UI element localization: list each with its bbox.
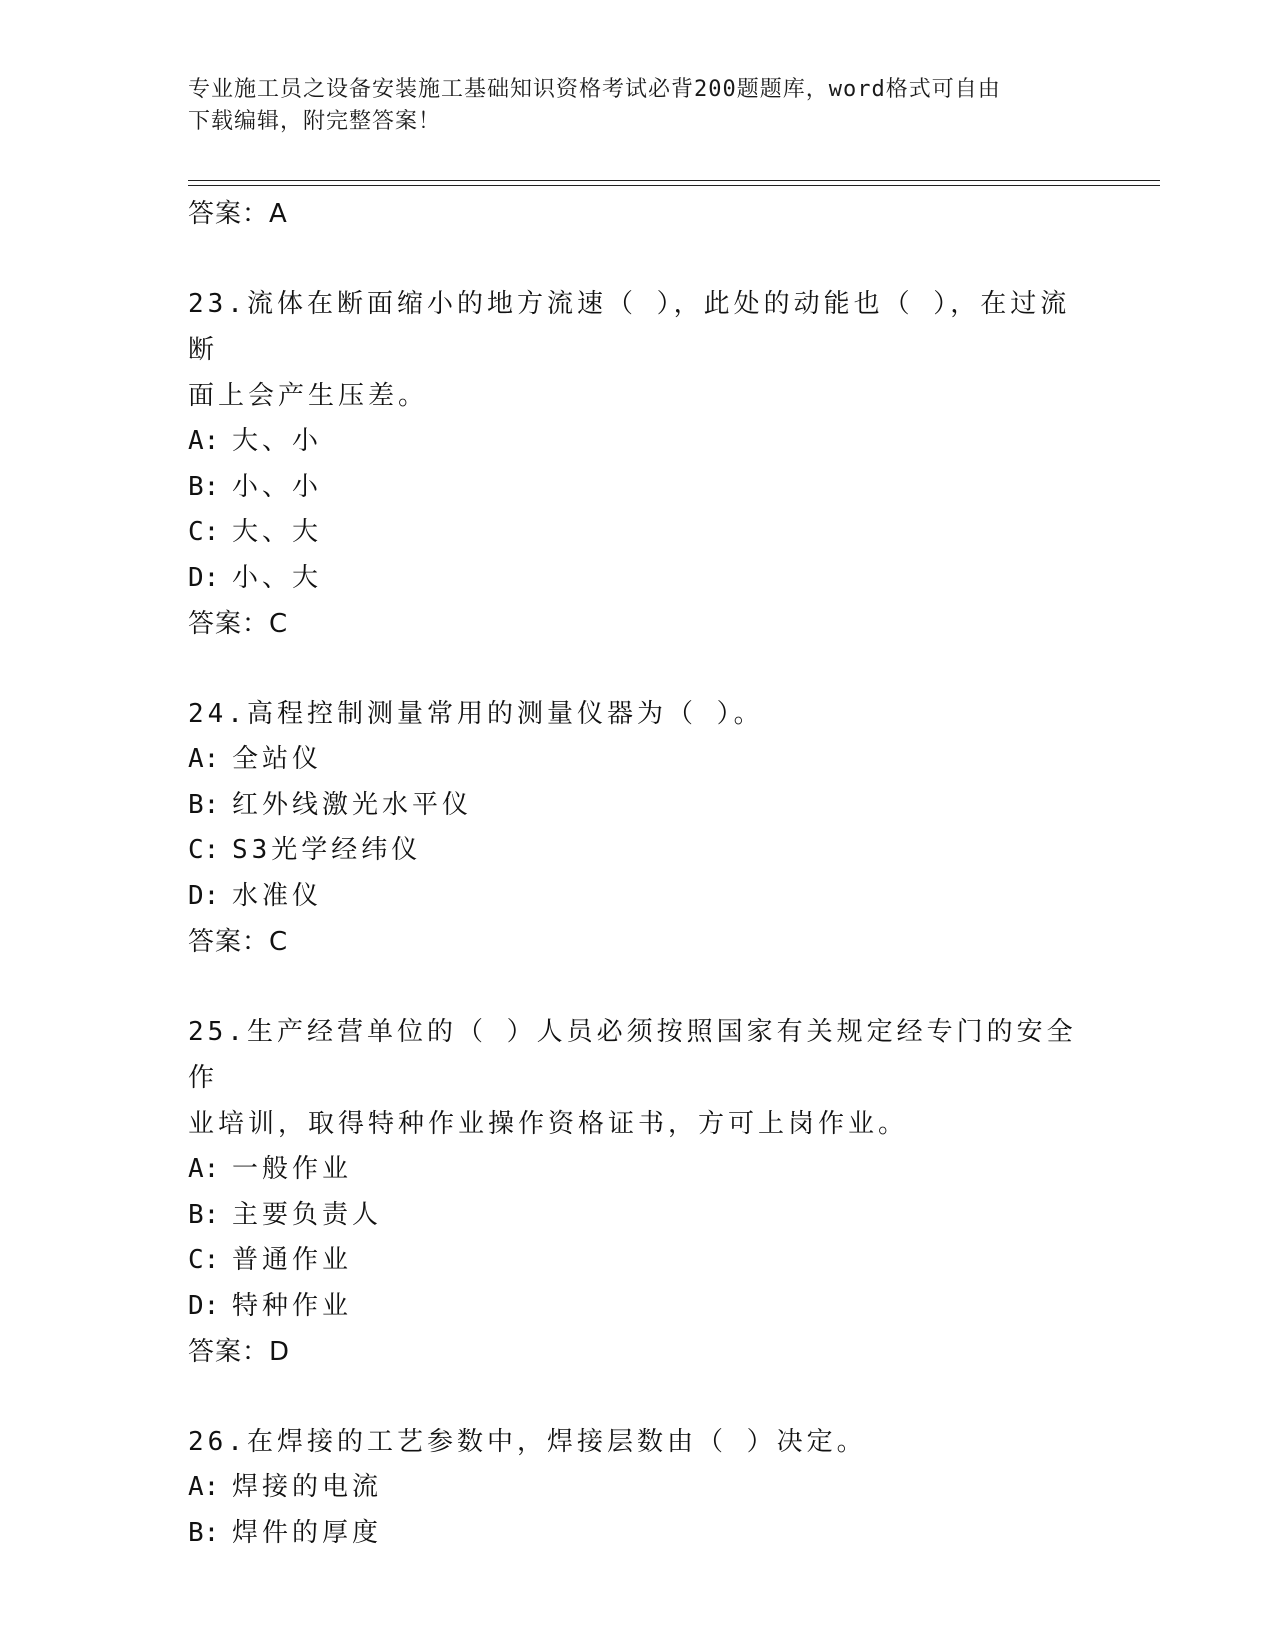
option-a (188, 1147, 1088, 1193)
option-letter: C: (188, 517, 220, 547)
question-stem-line: 26.在焊接的工艺参数中，焊接层数由（ ）决定。 (188, 1427, 867, 1457)
option-text: 红外线激光水平仪 (232, 789, 473, 820)
option-letter: B: (188, 789, 220, 820)
option-text: 全站仪 (232, 744, 323, 774)
option-letter: B: (188, 1517, 220, 1548)
header-line-1: 专业施工员之设备安装施工基础知识资格考试必背200题题库，word格式可自由 (188, 77, 1001, 102)
question-stem-line: 业培训，取得特种作业操作资格证书，方可上岗作业。 (188, 1109, 909, 1139)
question-item (188, 1009, 1088, 1375)
option-text: 小、大 (232, 562, 323, 593)
option-letter: B: (188, 471, 220, 502)
option-letter: A: (188, 426, 220, 456)
option-text: 大、小 (232, 426, 323, 456)
question-item (188, 1419, 1088, 1556)
option-letter: A: (188, 1472, 220, 1502)
option-text: 水准仪 (232, 880, 323, 911)
question-stem (188, 1009, 1088, 1147)
question-stem-line: 24.高程控制测量常用的测量仪器为（ ）。 (188, 699, 764, 729)
option-d (188, 556, 1088, 602)
option-b (188, 783, 1088, 829)
question-stem-line: 面上会产生压差。 (188, 381, 429, 411)
header-divider-top (188, 180, 1160, 181)
header-line-2: 下载编辑，附完整答案！ (188, 109, 442, 134)
question-stem-line: 25.生产经营单位的（ ）人员必须按照国家有关规定经专门的安全作 (188, 1017, 1077, 1093)
option-text: 焊件的厚度 (232, 1517, 383, 1548)
question-stem (188, 691, 1088, 737)
option-b (188, 1511, 1088, 1557)
answer-line: 答案：C (188, 609, 289, 639)
option-text: 特种作业 (232, 1290, 353, 1321)
option-letter: C: (188, 835, 220, 865)
option-a (188, 419, 1088, 465)
option-letter: D: (188, 562, 220, 593)
question-item (188, 691, 1088, 965)
question-list (188, 191, 1088, 1556)
option-text: S3光学经纬仪 (232, 835, 422, 865)
question-stem-line: 23.流体在断面缩小的地方流速（ ），此处的动能也（ ），在过流断 (188, 289, 1071, 365)
header-divider-bottom (188, 185, 1160, 186)
option-letter: D: (188, 1290, 220, 1321)
option-b (188, 465, 1088, 511)
option-letter: D: (188, 880, 220, 911)
option-a (188, 1465, 1088, 1511)
option-text: 一般作业 (232, 1154, 353, 1184)
answer-line: 答案：D (188, 1337, 291, 1367)
option-text: 小、小 (232, 471, 323, 502)
question-stem (188, 1419, 1088, 1465)
option-c (188, 828, 1088, 874)
option-b (188, 1193, 1088, 1239)
answer-line: 答案：C (188, 927, 289, 957)
option-letter: A: (188, 744, 220, 774)
option-letter: A: (188, 1154, 220, 1184)
option-text: 焊接的电流 (232, 1472, 383, 1502)
option-a (188, 737, 1088, 783)
option-d (188, 874, 1088, 920)
option-c (188, 1238, 1088, 1284)
option-letter: B: (188, 1199, 220, 1230)
option-letter: C: (188, 1245, 220, 1275)
option-d (188, 1284, 1088, 1330)
option-text: 主要负责人 (232, 1199, 383, 1230)
question-item (188, 281, 1088, 647)
option-c (188, 510, 1088, 556)
document-header (188, 74, 1068, 138)
question-stem (188, 281, 1088, 419)
answer-line: 答案：A (188, 199, 288, 229)
option-text: 普通作业 (232, 1245, 353, 1275)
option-text: 大、大 (232, 517, 323, 547)
